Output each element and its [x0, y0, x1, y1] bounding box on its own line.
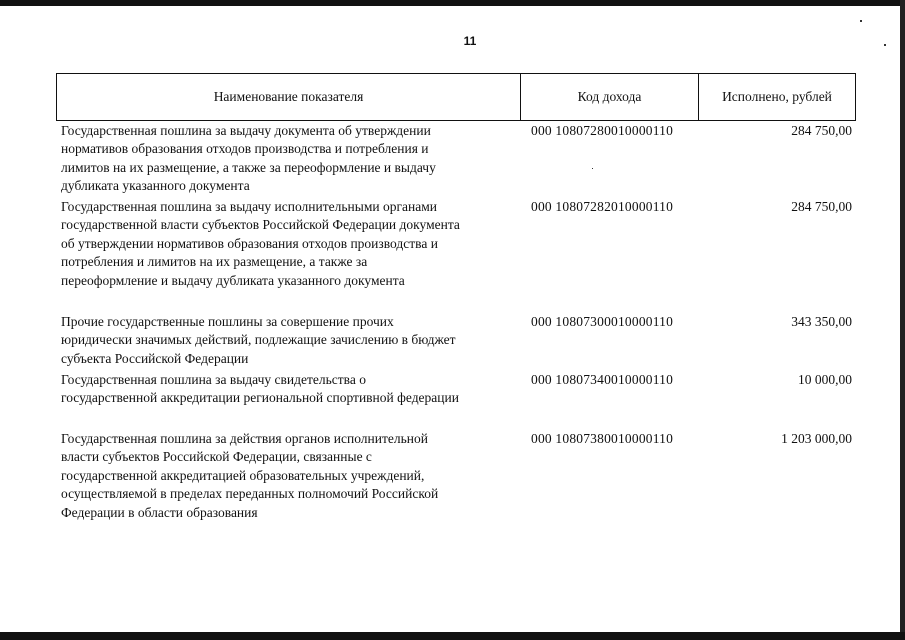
row-amount-cell: 1 203 000,00: [781, 431, 852, 446]
row-code-cell: 000 10807340010000110: [531, 372, 674, 387]
row-name-cell: Государственная пошлина за действия органов исполнительной власти субъектов Российской Федерации, связанные с государственной аккредитацией образовательных учреждений, осуществляемой в пределах переданных полномочий Российской Федерации в области образования: [61, 431, 439, 520]
column-header-amount: Исполнено, рублей: [722, 89, 832, 104]
scan-border-bottom: [0, 632, 905, 640]
scan-speck: [860, 20, 862, 22]
scan-border-top: [0, 0, 905, 6]
table-row: [61, 430, 856, 522]
table-row: [61, 198, 856, 290]
table-header: [56, 73, 856, 121]
row-code-cell: 000 10807300010000110: [531, 314, 674, 329]
table-row: [61, 122, 856, 196]
scan-border-right: [900, 0, 905, 640]
row-code-cell: 000 10807280010000110: [531, 123, 674, 138]
row-name-cell: Государственная пошлина за выдачу документа об утверждении нормативов образования отходов производства и потребления и лимитов на их размещение, а также за переоформление и выдачу дубликата указанного документа: [61, 123, 436, 194]
table-row: [61, 313, 856, 368]
page-number: 11: [463, 34, 477, 48]
scan-speck: [884, 44, 886, 46]
row-amount-cell: 284 750,00: [791, 199, 852, 214]
row-amount-cell: 10 000,00: [798, 372, 852, 387]
row-name-cell: Государственная пошлина за выдачу свидетельства о государственной аккредитации региональной спортивной федерации: [61, 372, 459, 406]
table-row: [61, 371, 856, 408]
row-code-cell: 000 10807380010000110: [531, 431, 674, 446]
row-name-cell: Государственная пошлина за выдачу исполнительными органами государственной власти субъектов Российской Федерации документа об утверждении нормативов образования отходов производства и потребления и лимитов на их размещение, а также за переоформление и выдачу дубликата указанного документа: [61, 199, 460, 288]
row-code-cell: 000 10807282010000110: [531, 199, 674, 214]
row-amount-cell: 343 350,00: [791, 314, 852, 329]
column-header-name: Наименование показателя: [57, 74, 521, 120]
row-amount-cell: 284 750,00: [791, 123, 852, 138]
row-name-cell: Прочие государственные пошлины за совершение прочих юридически значимых действий, подлежащие зачислению в бюджет субъекта Российской Федерации: [61, 314, 456, 366]
column-header-code: Код дохода: [521, 74, 699, 120]
